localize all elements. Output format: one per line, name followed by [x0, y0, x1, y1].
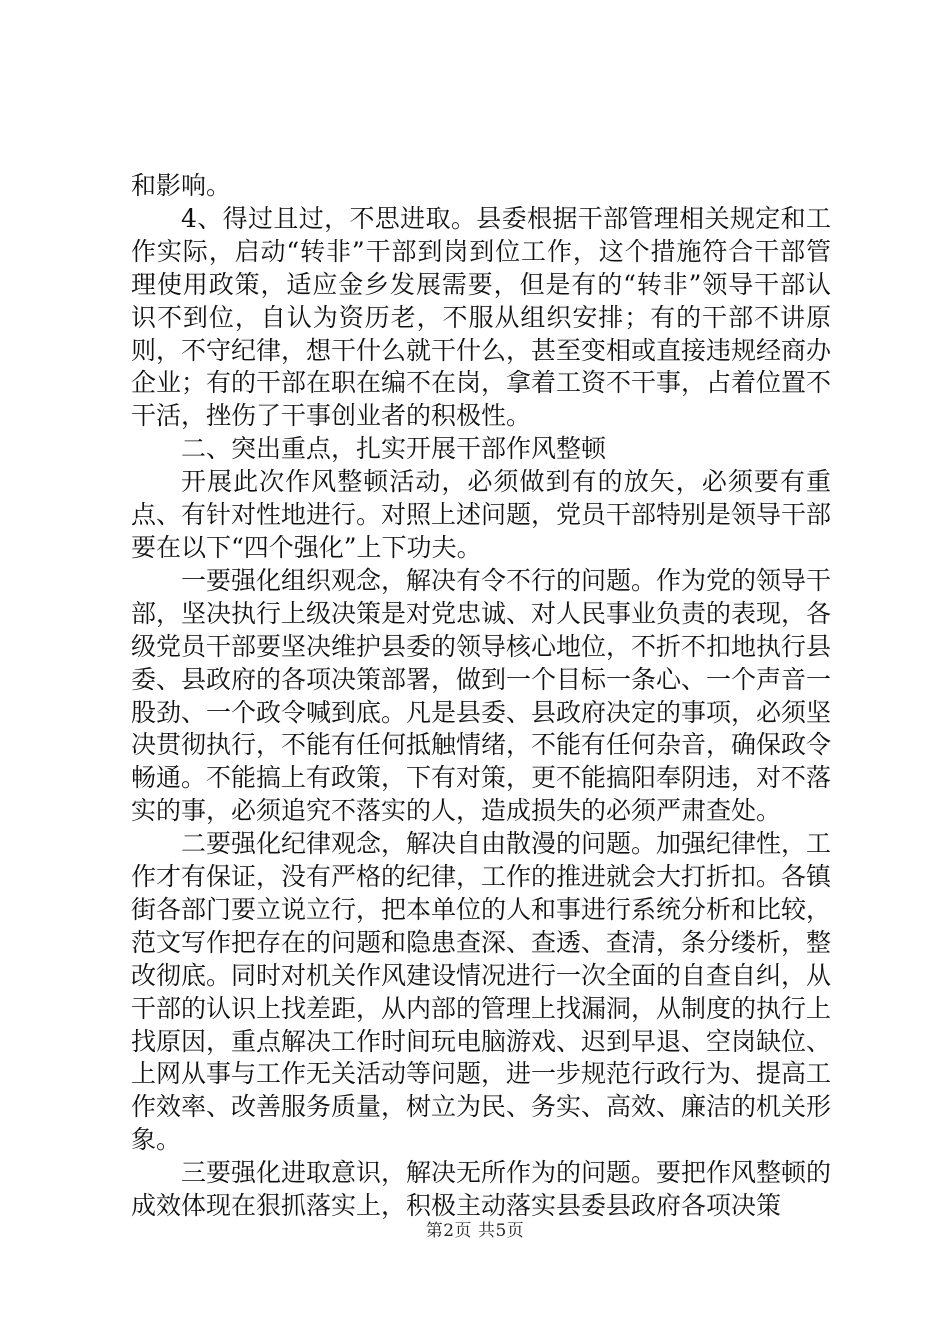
page-footer: 第2页 共5页	[425, 1221, 525, 1241]
section-heading-2: 二、突出重点，扎实开展干部作风整顿	[181, 434, 607, 464]
paragraph-strengthen-discipline: 二要强化纪律观念，解决自由散漫的问题。加强纪律性，工作才有保证，没有严格的纪律，工作的推进就会大打折扣。各镇街各部门要立说立行，把本单位的人和事进行系统分析和比较，范文写作把存在的问题和隐患查深、查透、查清，条分缕析，整改彻底。同时对机关作风建设情况进行一次全面的自查自纠，从干部的认识上找差距，从内部的管理上找漏洞，从制度的执行上找原因，重点解决工作时间玩电脑游戏、迟到早退、空岗缺位、上网从事与工作无关活动等问题，进一步规范行政行为、提高工作效率、改善服务质量，树立为民、务实、高效、廉洁的机关形象。	[131, 829, 832, 1155]
paragraph-strengthen-organization: 一要强化组织观念，解决有令不行的问题。作为党的领导干部，坚决执行上级决策是对党忠诚、对人民事业负责的表现，各级党员干部要坚决维护县委的领导核心地位，不折不扣地执行县委、县政府的各项决策部署，做到一个目标一条心、一个声音一股劲、一个政令喊到底。凡是县委、县政府决定的事项，必须坚决贯彻执行，不能有任何抵触情绪，不能有任何杂音，确保政令畅通。不能搞上有政策，下有对策，更不能搞阳奉阴违，对不落实的事，必须追究不落实的人，造成损失的必须严肃查处。	[131, 565, 832, 826]
paragraph-intro: 开展此次作风整顿活动，必须做到有的放矢，必须要有重点、有针对性地进行。对照上述问题，党员干部特别是领导干部要在以下“四个强化”上下功夫。	[131, 467, 832, 562]
paragraph-strengthen-initiative: 三要强化进取意识，解决无所作为的问题。要把作风整顿的成效体现在狠抓落实上，积极主动落实县委县政府各项决策	[131, 1158, 832, 1221]
paragraph-point-4: 4、得过且过，不思进取。县委根据干部管理相关规定和工作实际，启动“转非”干部到岗到位工作，这个措施符合干部管理使用政策，适应金乡发展需要，但是有的“转非”领导干部认识不到位，自认为资历老，不服从组织安排；有的干部不讲原则，不守纪律，想干什么就干什么，甚至变相或直接违规经商办企业；有的干部在职在编不在岗，拿着工资不干事，占着位置不干活，挫伤了干事创业者的积极性。	[131, 203, 832, 431]
paragraph-continuation: 和影响。	[131, 171, 232, 200]
document-body	[131, 170, 831, 1223]
